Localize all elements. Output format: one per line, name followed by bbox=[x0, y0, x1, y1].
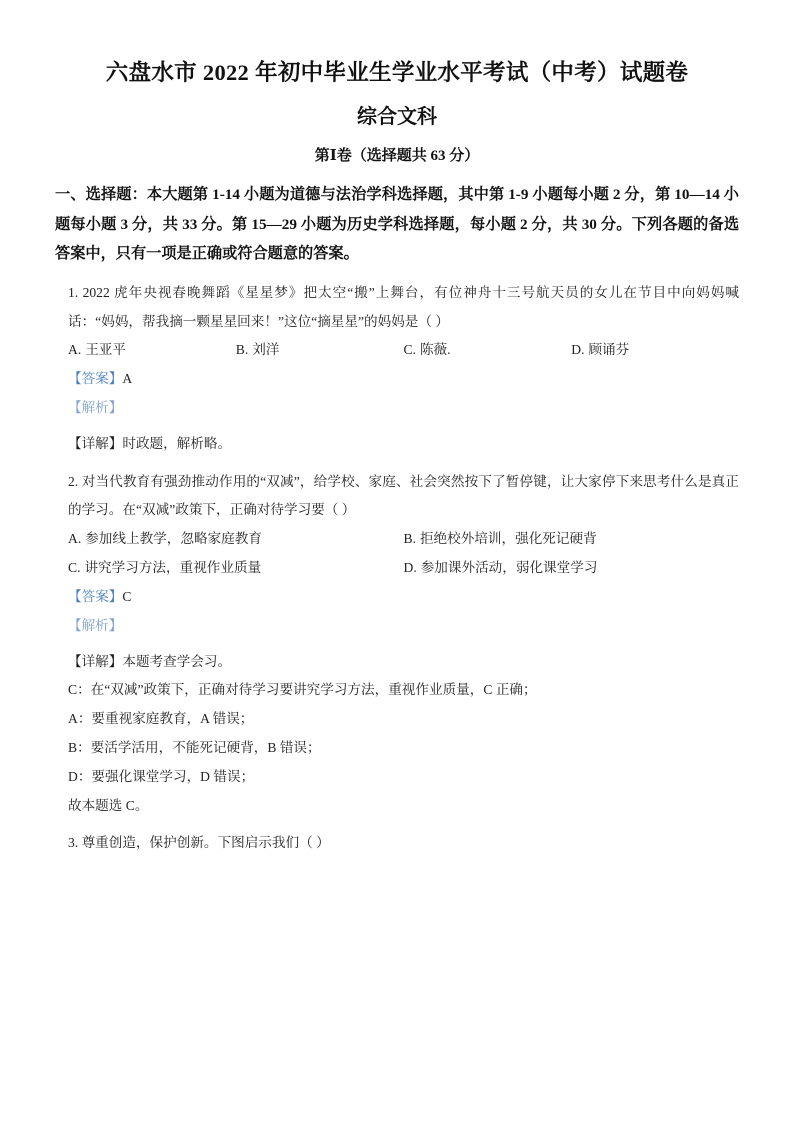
answer-tag: 【答案】 bbox=[68, 588, 123, 604]
option-c-label: C. bbox=[403, 342, 416, 358]
question-block bbox=[55, 279, 739, 459]
option-a-text: 王亚平 bbox=[85, 342, 126, 358]
option-c[interactable] bbox=[68, 554, 404, 583]
answer-value: A bbox=[122, 371, 133, 387]
question-block bbox=[55, 468, 739, 821]
option-b[interactable] bbox=[404, 525, 740, 554]
option-c-text: 讲究学习方法，重视作业质量 bbox=[84, 560, 262, 576]
analysis-tag: 【解析】 bbox=[68, 400, 123, 416]
option-b-label: B. bbox=[403, 531, 416, 547]
option-list bbox=[68, 336, 739, 365]
explanation-line-a: A：要重视家庭教育，A 错误； bbox=[68, 711, 254, 727]
spacer bbox=[55, 423, 739, 430]
answer-tag: 【答案】 bbox=[68, 371, 123, 387]
option-d-text: 参加课外活动，弱化课堂学习 bbox=[420, 560, 598, 576]
detail-tag: 【详解】 bbox=[68, 653, 123, 669]
page-title: 六盘水市 2022 年初中毕业生学业水平考试（中考）试题卷 bbox=[105, 60, 689, 85]
explanation-conclusion: 故本题选 C。 bbox=[68, 797, 149, 813]
option-row bbox=[68, 554, 739, 583]
page-content bbox=[55, 58, 739, 860]
option-d[interactable] bbox=[571, 336, 739, 365]
spacer bbox=[55, 641, 739, 648]
option-a-label: A. bbox=[68, 342, 82, 358]
explanation-line-d: D：要强化课堂学习，D 错误； bbox=[68, 768, 255, 784]
question-text: 1. 2022 虎年央视春晚舞蹈《星星梦》把太空“搬”上舞台，有位神舟十三号航天员的女儿在节目中向妈妈喊话：“妈妈，帮我摘一颗星星回来！”这位“摘星星”的妈妈是（ ） bbox=[68, 284, 739, 329]
subject-title: 综合文科 bbox=[357, 106, 437, 129]
spacer bbox=[55, 822, 739, 829]
option-a[interactable] bbox=[68, 336, 236, 365]
analysis-tag: 【解析】 bbox=[68, 617, 123, 633]
option-a-label: A. bbox=[68, 531, 82, 547]
option-b-label: B. bbox=[235, 342, 249, 358]
detail-line bbox=[68, 430, 739, 459]
option-row bbox=[68, 525, 739, 554]
option-b[interactable] bbox=[236, 336, 404, 365]
spacer bbox=[55, 461, 739, 468]
detail-tag: 【详解】 bbox=[68, 435, 123, 451]
option-b-text: 刘洋 bbox=[252, 342, 280, 358]
question-text: 2. 对当代教育有强劲推动作用的“双减”，给学校、家庭、社会突然按下了暂停键，让大家停下来思考什么是真正的学习。在“双减”政策下，正确对待学习要（ ） bbox=[68, 473, 739, 518]
question-block bbox=[55, 829, 739, 858]
option-a[interactable] bbox=[68, 525, 404, 554]
option-d-text: 顾诵芬 bbox=[588, 342, 630, 358]
detail-text: 时政题，解析略。 bbox=[122, 435, 232, 451]
explanation-line-b: B：要活学活用，不能死记硬背，B 错误； bbox=[68, 739, 321, 755]
option-c[interactable] bbox=[404, 336, 572, 365]
instructions-paragraph: 一、选择题：本大题第 1-14 小题为道德与法治学科选择题，其中第 1-9 小题每小题 2 分，第 10—14 小题每小题 3 分，共 33 分。第 15—29 小题为历史学科选择题，每小题 2 分，共 30 分。下列各题的备选答案中，只有一项是正确或符合题意的答案。 bbox=[55, 185, 739, 263]
option-d-label: D. bbox=[571, 342, 585, 358]
answer-line bbox=[68, 365, 739, 394]
detail-text: 本题考查学会习。 bbox=[122, 653, 232, 669]
option-list bbox=[68, 525, 739, 583]
option-c-text: 陈薇. bbox=[419, 342, 451, 358]
detail-line bbox=[68, 648, 739, 677]
answer-value: C bbox=[122, 588, 132, 604]
option-d[interactable] bbox=[404, 554, 740, 583]
option-b-text: 拒绝校外培训，强化死记硬背 bbox=[419, 531, 597, 547]
analysis-line bbox=[68, 394, 739, 423]
analysis-line bbox=[68, 612, 739, 641]
option-row bbox=[68, 336, 739, 365]
section-heading: 第Ⅰ卷（选择题共 63 分） bbox=[314, 148, 480, 165]
option-a-text: 参加线上教学，忽略家庭教育 bbox=[85, 531, 262, 547]
question-text: 3. 尊重创造，保护创新。下图启示我们（ ） bbox=[68, 835, 330, 851]
option-d-label: D. bbox=[403, 560, 417, 576]
answer-line bbox=[68, 583, 739, 612]
explanation-line-c: C：在“双减”政策下，正确对待学习要讲究学习方法，重视作业质量，C 正确； bbox=[68, 682, 537, 698]
option-c-label: C. bbox=[68, 560, 81, 576]
